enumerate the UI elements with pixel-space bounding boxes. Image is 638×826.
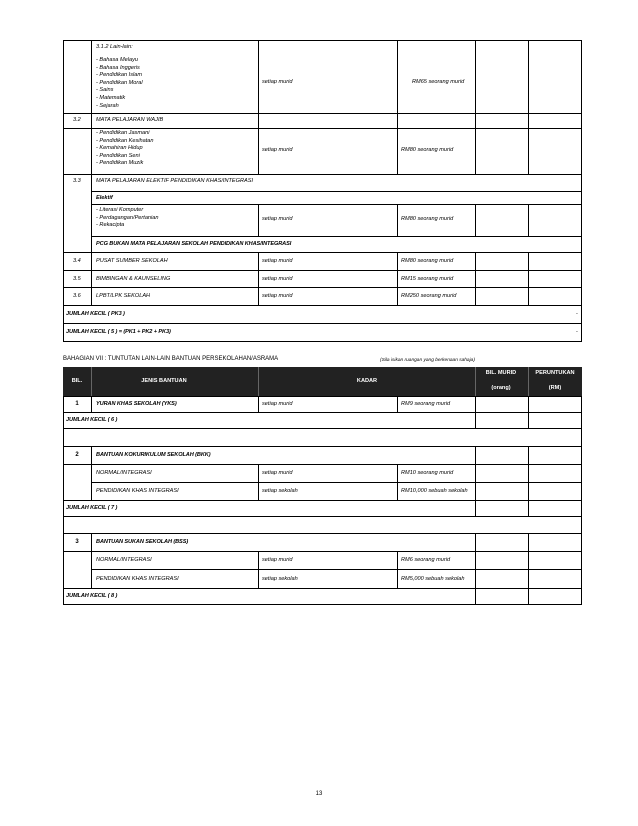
item-3-row-unit: setiap sekolah bbox=[262, 576, 298, 582]
row-36-unit: setiap murid bbox=[262, 293, 293, 299]
item-3-row-label: PENDIDIKAN KHAS INTEGRASI bbox=[96, 576, 179, 582]
header-jenis-bantuan: JENIS BANTUAN bbox=[141, 378, 187, 384]
item-2-row-label: PENDIDIKAN KHAS INTEGRASI bbox=[96, 488, 179, 494]
subtotal-6-label: JUMLAH KECIL ( 6 ) bbox=[66, 417, 118, 423]
pcg-note: PCG BUKAN MATA PELAJARAN SEKOLAH PENDIDIKAN KHAS/INTEGRASI bbox=[96, 241, 292, 247]
item-2-row-rate: RM10,000 sebuah sekolah bbox=[401, 488, 468, 494]
item-3-row-rate: RM6 seorang murid bbox=[401, 557, 451, 563]
row-34-number: 3.4 bbox=[73, 258, 81, 264]
subject-item: - Pendidikan Islam bbox=[96, 72, 143, 79]
item-3-row-unit: setiap murid bbox=[262, 557, 293, 563]
row-36-number: 3.6 bbox=[73, 293, 81, 299]
row-34-rate: RM80 seorang murid bbox=[401, 258, 454, 264]
header-kadar: KADAR bbox=[356, 378, 378, 384]
subject-item: - Pendidikan Kesihatan bbox=[96, 137, 154, 144]
subject-item: - Perdagangan/Pertanian bbox=[96, 214, 159, 221]
row-36-title: LPBT/LPK SEKOLAH bbox=[96, 293, 151, 299]
item-3-row-label: NORMAL/INTEGRASI bbox=[96, 557, 152, 563]
row-312-rate: RM65 seorang murid bbox=[412, 79, 465, 85]
row-33-unit: setiap murid bbox=[262, 216, 293, 222]
subject-item: - Literasi Komputer bbox=[96, 207, 144, 213]
row-32-number: 3.2 bbox=[73, 117, 81, 123]
item-2-number: 2 bbox=[75, 452, 79, 458]
row-35-title: BIMBINGAN & KAUNSELING bbox=[96, 276, 171, 282]
row-33-subject-list bbox=[96, 207, 159, 230]
section-7-note: (Sila isikan ruangan yang berkenaan sahaja) bbox=[380, 358, 475, 363]
row-35-unit: setiap murid bbox=[262, 276, 293, 282]
subtotal-8-label: JUMLAH KECIL ( 8 ) bbox=[66, 593, 118, 599]
row-32-unit: setiap murid bbox=[262, 147, 293, 153]
subject-item: - Pendidikan Seni bbox=[96, 152, 140, 159]
subject-item: - Kemahiran Hidup bbox=[96, 145, 143, 152]
header-bil-murid-unit: (orang) bbox=[491, 385, 511, 391]
item-1-unit: setiap murid bbox=[262, 401, 293, 407]
subtotal-pk3-value: - bbox=[576, 311, 578, 317]
item-3-number: 3 bbox=[75, 539, 79, 545]
row-33-number: 3.3 bbox=[73, 178, 81, 184]
row-33-title: MATA PELAJARAN ELEKTIF PENDIDIKAN KHAS/INTEGRASI bbox=[96, 178, 254, 184]
item-2-row-label: NORMAL/INTEGRASI bbox=[96, 470, 152, 476]
header-bil-murid: BIL. MURID bbox=[485, 370, 517, 376]
row-34-unit: setiap murid bbox=[262, 258, 293, 264]
item-2-row-unit: setiap sekolah bbox=[262, 488, 298, 494]
section-7-title: BAHAGIAN VII : TUNTUTAN LAIN-LAIN BANTUAN PERSEKOLAHAN/ASRAMA bbox=[63, 356, 279, 362]
row-312-unit: setiap murid bbox=[262, 79, 293, 85]
item-3-title: BANTUAN SUKAN SEKOLAH (BSS) bbox=[96, 539, 189, 545]
row-35-rate: RM15 seorang murid bbox=[401, 276, 454, 282]
row-32-subject-list bbox=[96, 130, 154, 168]
subtotal-5-value: - bbox=[576, 329, 578, 335]
subject-item: - Matematik bbox=[96, 94, 126, 101]
row-32-rate: RM80 seorang murid bbox=[401, 147, 454, 153]
row-312-title: 3.1.2 Lain-lain: bbox=[96, 44, 133, 50]
row-33-rate: RM80 seorang murid bbox=[401, 216, 454, 222]
page-number: 13 bbox=[315, 791, 323, 797]
item-2-row-rate: RM10 seorang murid bbox=[401, 470, 454, 476]
subject-item: - Bahasa Melayu bbox=[96, 57, 138, 63]
subject-item: - Sejarah bbox=[96, 102, 119, 109]
subtotal-7-label: JUMLAH KECIL ( 7 ) bbox=[66, 505, 118, 511]
subtotal-5-label: JUMLAH KECIL ( 5 ) = (PK1 + PK2 + PK3) bbox=[66, 329, 171, 335]
item-2-row-unit: setiap murid bbox=[262, 470, 293, 476]
subject-item: - Pendidikan Muzik bbox=[96, 160, 144, 167]
subject-item: - Sains bbox=[96, 87, 114, 94]
item-2-title: BANTUAN KOKURIKULUM SEKOLAH (BKK) bbox=[96, 452, 211, 458]
item-3-row-rate: RM5,000 sebuah sekolah bbox=[401, 576, 465, 582]
header-peruntukan-unit: (RM) bbox=[548, 385, 562, 391]
row-35-number: 3.5 bbox=[73, 276, 81, 282]
row-34-title: PUSAT SUMBER SEKOLAH bbox=[96, 258, 168, 264]
row-312-subject-list bbox=[96, 57, 143, 110]
item-1-rate: RM9 seorang murid bbox=[401, 401, 451, 407]
subtotal-pk3-label: JUMLAH KECIL ( PK3 ) bbox=[66, 311, 125, 317]
row-36-rate: RM250 seorang murid bbox=[401, 293, 457, 299]
row-32-title: MATA PELAJARAN WAJIB bbox=[96, 117, 164, 123]
header-peruntukan: PERUNTUKAN bbox=[535, 370, 575, 376]
item-1-number: 1 bbox=[75, 401, 79, 407]
subject-item: - Bahasa Inggeris bbox=[96, 64, 140, 71]
header-bil: BIL. bbox=[71, 378, 83, 384]
row-33-elektif-label: Elektif bbox=[96, 195, 113, 201]
subject-item: - Rekacipta bbox=[96, 222, 125, 229]
item-1-title: YURAN KHAS SEKOLAH (YKS) bbox=[96, 401, 177, 407]
subject-item: - Pendidikan Moral bbox=[96, 79, 143, 86]
subject-item: - Pendidikan Jasmani bbox=[96, 130, 150, 136]
